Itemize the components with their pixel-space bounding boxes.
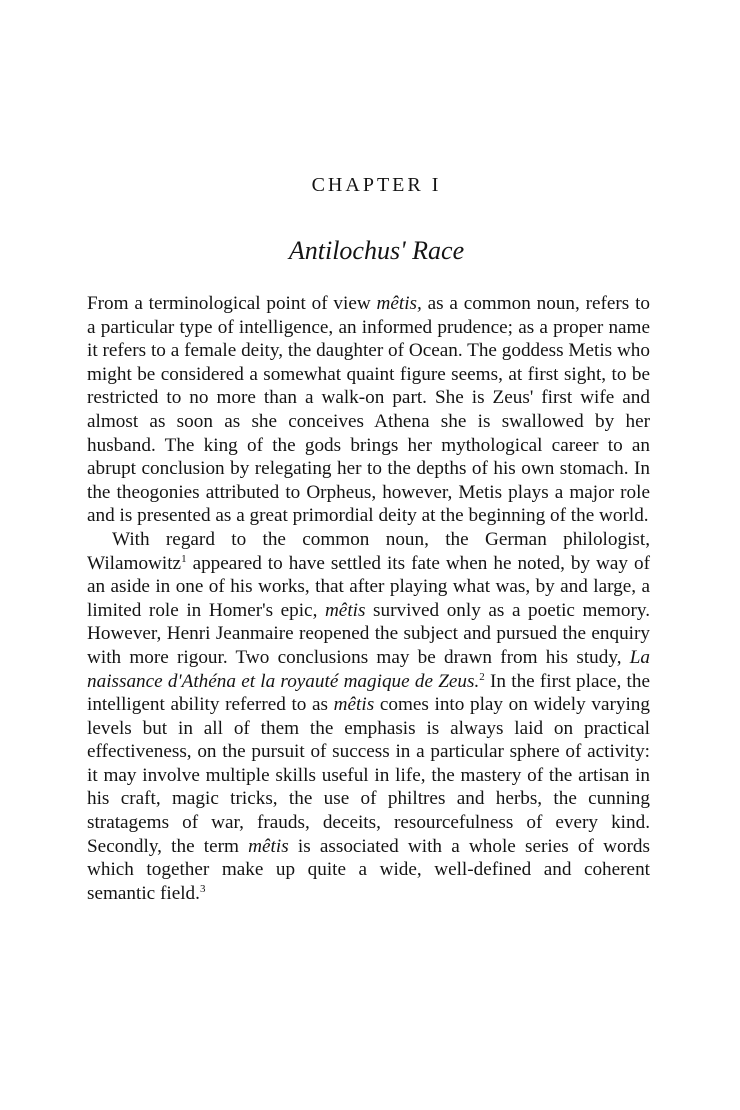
text-run: is associated with a whole series of words which together make up quite a wide, well-defined and coherent semantic field. xyxy=(87,835,650,904)
text-run: In the first place, the intelligent ability referred to as xyxy=(87,670,651,716)
text-run: appeared to have settled its fate when he noted, by way of an aside in one of his works, that after playing what was, by and large, a limited role in Homer's epic, xyxy=(87,552,650,621)
text-run: From a terminological point of view xyxy=(87,293,377,314)
text-run: survived only as a poetic memory. However, Henri Jeanmaire reopened the subject and pursued the enquiry with more rigour. Two conclusions may be drawn from his study, xyxy=(87,599,650,668)
chapter-number: CHAPTER I xyxy=(311,174,442,196)
text-run: With regard to the common noun, the German philologist, Wilamowitz xyxy=(87,528,650,574)
chapter-title: Antilochus' Race xyxy=(288,236,465,265)
italic-term: mêtis xyxy=(248,835,289,857)
footnote-marker: 3 xyxy=(199,882,206,895)
italic-term: La naissance d'Athéna et la royauté magique de Zeus. xyxy=(87,646,650,692)
text-run: comes into play on widely varying levels but in all of them the emphasis is always laid on practical effectiveness, on the pursuit of success in a particular sphere of activity: it may involve multiple skills useful in life, the mastery of the artisan in his craft, magic tricks, the use of philtres and herbs, the cunning stratagems of war, frauds, deceits, resourcefulness of every kind. Secondly, the term xyxy=(87,694,650,857)
italic-term: mêtis xyxy=(333,694,375,716)
body-paragraph xyxy=(87,528,650,906)
chapter-body xyxy=(87,292,650,905)
italic-term: mêtis, xyxy=(376,293,422,314)
footnote-marker: 1 xyxy=(181,552,187,565)
text-run: as a common noun, refers to a particular type of intelligence, an informed prudence; as a proper name it refers to a female deity, the daughter of Ocean. The goddess Metis who might be considered a somewhat quaint figure seems, at first sight, to be restricted to no more than a walk-on part. She is Zeus' first wife and almost as soon as she conceives Athena she is swallowed by her husband. The king of the gods brings her mythological career to an abrupt conclusion by relegating her to the depths of his own stomach. In the theogonies attributed to Orpheus, however, Metis plays a major role and is presented as a great primordial deity at the beginning of the world. xyxy=(87,293,650,527)
footnote-marker: 2 xyxy=(479,670,485,683)
italic-term: mêtis xyxy=(324,599,366,621)
body-paragraph xyxy=(87,292,650,528)
book-page xyxy=(87,0,652,1110)
